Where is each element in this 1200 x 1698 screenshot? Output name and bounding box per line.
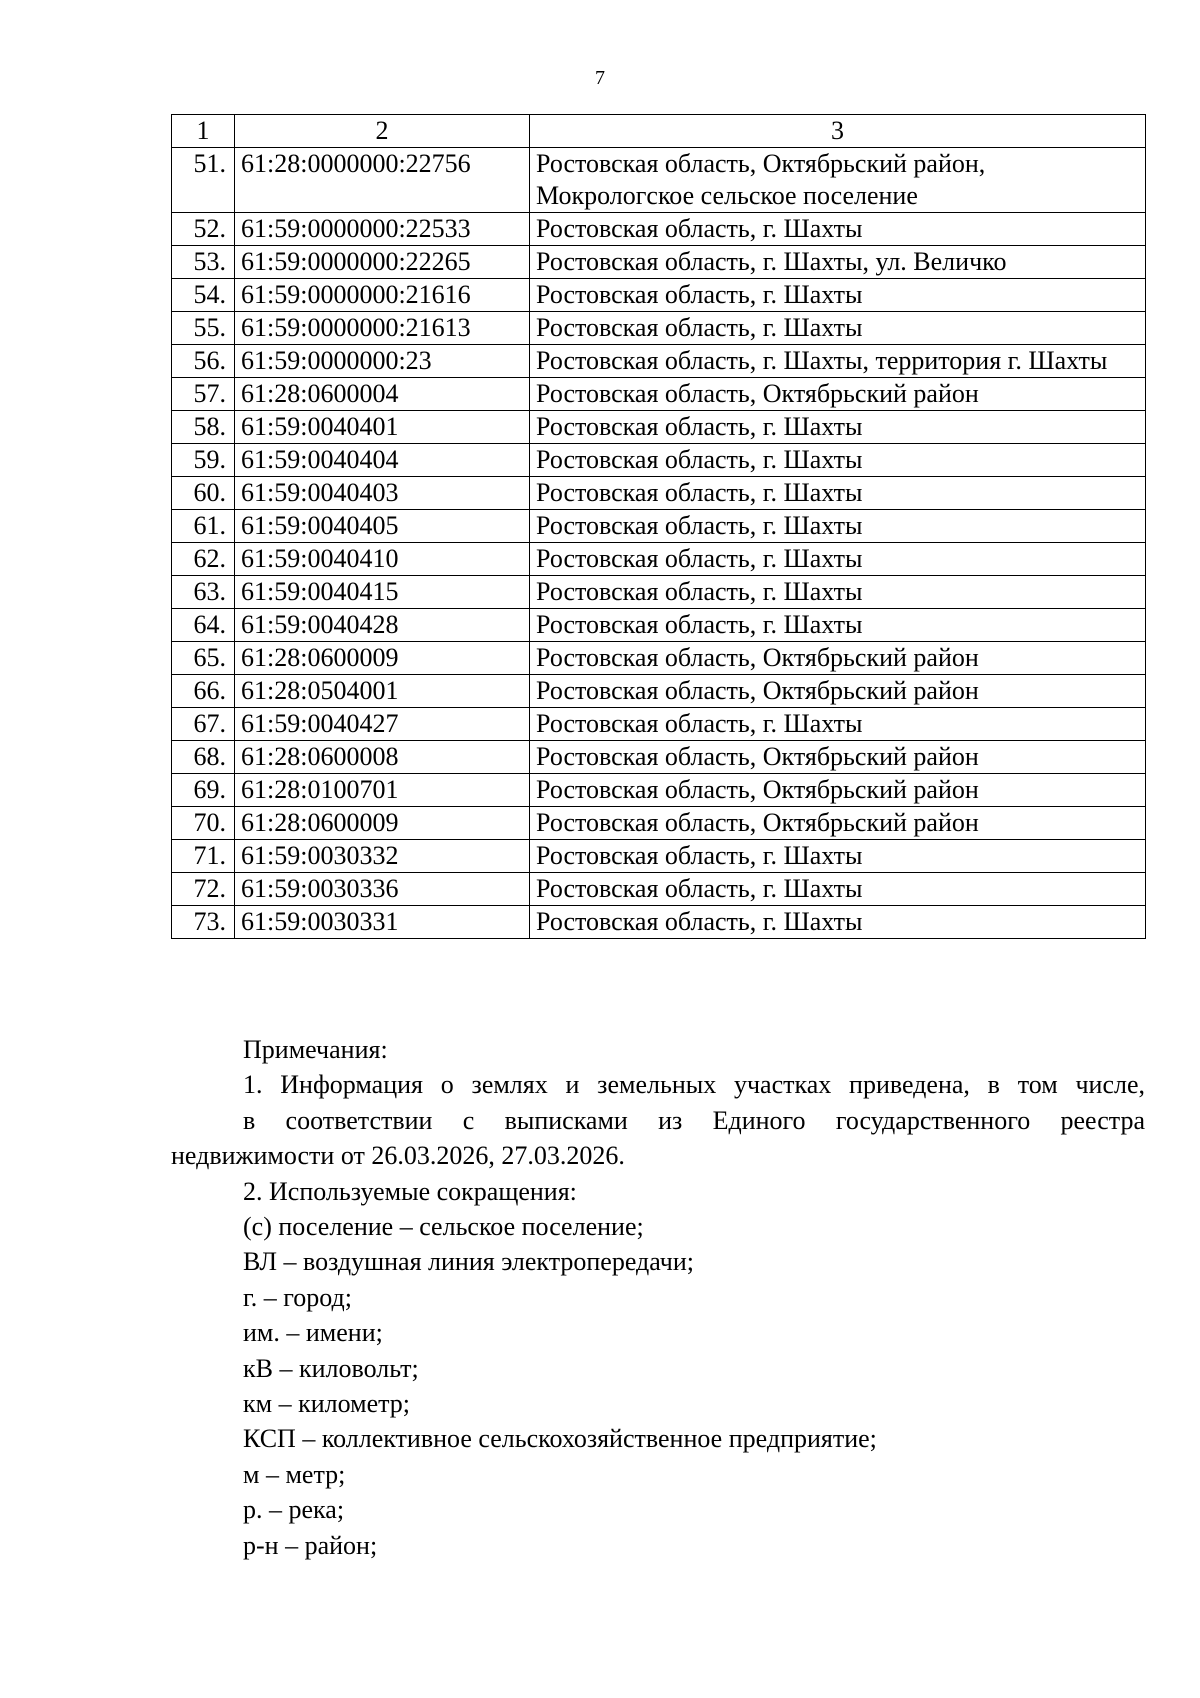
row-number-cell: 59. [172,444,235,477]
column-header-number: 1 [172,115,235,148]
table-row [172,840,1146,873]
location-cell: Ростовская область, Октябрьский район [530,774,1146,807]
cadastral-number-cell: 61:59:0040404 [235,444,530,477]
row-number-cell: 65. [172,642,235,675]
location-cell: Ростовская область, г. Шахты, территория г. Шахты [530,345,1146,378]
table-row [172,411,1146,444]
table-row [172,675,1146,708]
row-number-cell: 55. [172,312,235,345]
table-row [172,477,1146,510]
cadastral-number-cell: 61:59:0000000:23 [235,345,530,378]
cadastral-number-cell: 61:28:0600008 [235,741,530,774]
table-row [172,609,1146,642]
row-number-cell: 73. [172,906,235,939]
table-row [172,510,1146,543]
cadastral-number-cell: 61:59:0040401 [235,411,530,444]
location-cell: Ростовская область, Октябрьский район [530,675,1146,708]
abbreviation-item: км – километр; [243,1389,411,1419]
cadastral-number-cell: 61:59:0000000:22533 [235,213,530,246]
location-cell: Ростовская область, Октябрьский район [530,378,1146,411]
abbreviation-item: м – метр; [243,1459,346,1489]
table-row [172,279,1146,312]
abbreviation-item: им. – имени; [243,1318,383,1348]
table-row [172,642,1146,675]
row-number-cell: 56. [172,345,235,378]
location-cell: Ростовская область, г. Шахты [530,312,1146,345]
row-number-cell: 67. [172,708,235,741]
location-cell: Ростовская область, Октябрьский район, Мокрологское сельское поселение [530,148,1146,213]
abbreviation-item: р. – река; [243,1495,345,1525]
location-cell: Ростовская область, г. Шахты [530,510,1146,543]
abbreviation-item: г. – город; [243,1282,352,1312]
cadastral-number-cell: 61:28:0600009 [235,642,530,675]
column-header-location: 3 [530,115,1146,148]
cadastral-number-cell: 61:59:0040410 [235,543,530,576]
location-cell: Ростовская область, Октябрьский район [530,642,1146,675]
location-cell: Ростовская область, г. Шахты [530,840,1146,873]
cadastral-number-cell: 61:59:0030336 [235,873,530,906]
cadastral-number-cell: 61:59:0000000:21613 [235,312,530,345]
note-1-line-2: в соответствии с выписками из Единого государственного реестра [243,1105,1145,1135]
table-row [172,807,1146,840]
cadastral-number-cell: 61:59:0040403 [235,477,530,510]
row-number-cell: 60. [172,477,235,510]
table-row [172,378,1146,411]
table-row [172,312,1146,345]
land-registry-table [171,114,1146,939]
location-cell: Ростовская область, г. Шахты [530,576,1146,609]
row-number-cell: 68. [172,741,235,774]
abbreviation-item: (с) поселение – сельское поселение; [243,1212,644,1242]
cadastral-number-cell: 61:59:0030332 [235,840,530,873]
abbreviations-list [171,1209,1145,1563]
cadastral-number-cell: 61:28:0504001 [235,675,530,708]
location-cell: Ростовская область, г. Шахты [530,411,1146,444]
location-cell: Ростовская область, г. Шахты, ул. Величко [530,246,1146,279]
page-number: 7 [595,67,605,89]
cadastral-number-cell: 61:28:0100701 [235,774,530,807]
table-row [172,213,1146,246]
location-cell: Ростовская область, г. Шахты [530,609,1146,642]
abbreviation-item: ВЛ – воздушная линия электропередачи; [243,1247,694,1277]
table-row [172,345,1146,378]
row-number-cell: 51. [172,148,235,213]
row-number-cell: 72. [172,873,235,906]
row-number-cell: 53. [172,246,235,279]
note-1-line-3: недвижимости от 26.03.2026, 27.03.2026. [171,1141,625,1171]
location-cell: Ростовская область, Октябрьский район [530,807,1146,840]
cadastral-number-cell: 61:28:0600004 [235,378,530,411]
row-number-cell: 62. [172,543,235,576]
table-header-row [172,115,1146,148]
notes-title: Примечания: [243,1035,388,1064]
row-number-cell: 69. [172,774,235,807]
cadastral-number-cell: 61:28:0000000:22756 [235,148,530,213]
cadastral-number-cell: 61:59:0040428 [235,609,530,642]
table-row [172,576,1146,609]
location-cell: Ростовская область, г. Шахты [530,708,1146,741]
cadastral-number-cell: 61:28:0600009 [235,807,530,840]
location-cell: Ростовская область, г. Шахты [530,543,1146,576]
location-cell: Ростовская область, Октябрьский район [530,741,1146,774]
row-number-cell: 71. [172,840,235,873]
row-number-cell: 61. [172,510,235,543]
cadastral-number-cell: 61:59:0040415 [235,576,530,609]
table-row [172,741,1146,774]
row-number-cell: 52. [172,213,235,246]
note-1-line-1: 1. Информация о землях и земельных участках приведена, в том числе, [243,1070,1145,1100]
table-row [172,708,1146,741]
cadastral-number-cell: 61:59:0040405 [235,510,530,543]
column-header-cadastral-number: 2 [235,115,530,148]
location-cell: Ростовская область, г. Шахты [530,213,1146,246]
row-number-cell: 66. [172,675,235,708]
row-number-cell: 58. [172,411,235,444]
note-2-title: 2. Используемые сокращения: [243,1176,577,1206]
cadastral-number-cell: 61:59:0000000:21616 [235,279,530,312]
table-row [172,444,1146,477]
row-number-cell: 54. [172,279,235,312]
location-cell: Ростовская область, г. Шахты [530,444,1146,477]
table-row [172,774,1146,807]
cadastral-number-cell: 61:59:0040427 [235,708,530,741]
table-row [172,906,1146,939]
location-cell: Ростовская область, г. Шахты [530,279,1146,312]
location-cell: Ростовская область, г. Шахты [530,477,1146,510]
abbreviation-item: р-н – район; [243,1530,378,1560]
row-number-cell: 57. [172,378,235,411]
cadastral-number-cell: 61:59:0030331 [235,906,530,939]
table-row [172,543,1146,576]
table-row [172,873,1146,906]
row-number-cell: 63. [172,576,235,609]
cadastral-number-cell: 61:59:0000000:22265 [235,246,530,279]
location-cell: Ростовская область, г. Шахты [530,873,1146,906]
table-body [172,148,1146,939]
row-number-cell: 64. [172,609,235,642]
location-cell: Ростовская область, г. Шахты [530,906,1146,939]
abbreviation-item: кВ – киловольт; [243,1353,419,1383]
abbreviation-item: КСП – коллективное сельскохозяйственное предприятие; [243,1424,877,1454]
table-row [172,246,1146,279]
row-number-cell: 70. [172,807,235,840]
notes-section [171,1032,1145,1563]
table-row [172,148,1146,213]
